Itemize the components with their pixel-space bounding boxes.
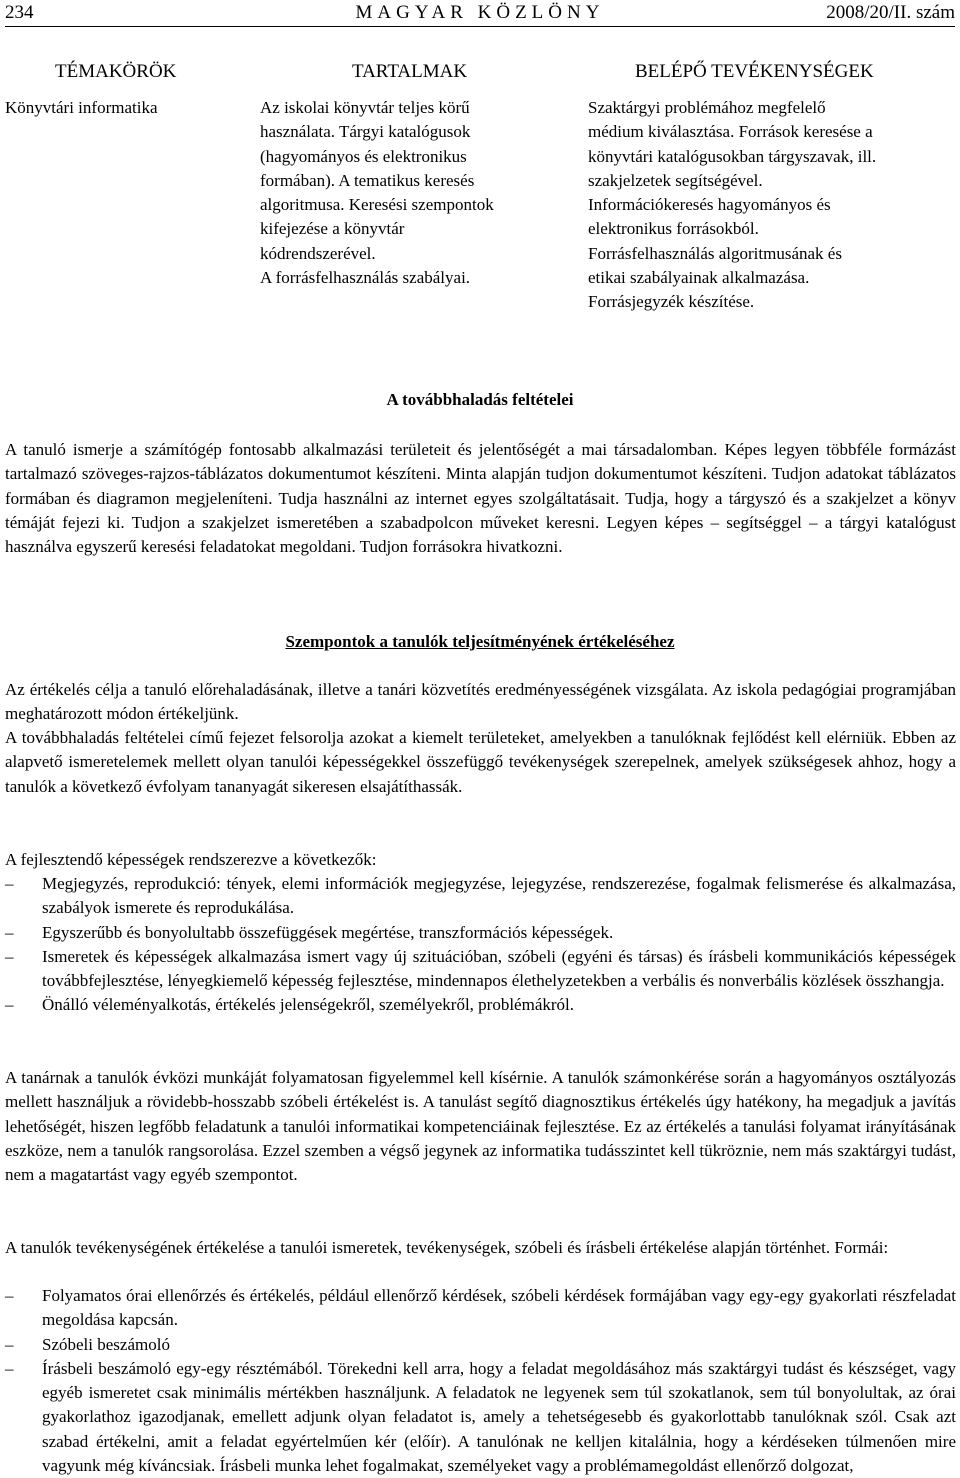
dash-bullet-icon: – — [5, 922, 14, 942]
list-item: – Önálló véleményalkotás, értékelés jelenségekről, személyekről, problémákról. — [5, 993, 956, 1017]
list-item: – Egyszerűbb és bonyolultabb összefüggések megértése, transzformációs képességek. — [5, 921, 956, 945]
topic-cell: Könyvtári informatika — [5, 98, 158, 117]
content-line: A forrásfelhasználás szabályai. — [260, 268, 471, 288]
activity-line: Forrásjegyzék készítése. — [588, 292, 755, 312]
advancement-text: A tanuló ismerje a számítógép fontosabb alkalmazási területeit és jelentőségét a mai társadalomban. Képes legyen többféle formázást tartalmazó szöveges-rajzos-táblázatos dokumentumot készíteni. Minta alapján tudjon dokumentumot készíteni. Tudjon adatokat táblázatos formában és diagramon megjeleníteni. Tudja használni az internet egyes szolgáltatásait. Tudja, hogy a tárgyszó és a szakjelzet a könyv témáját fejezi ki. Tudjon a szakjelzet ismeretében a szabadpolcon műveket keresni. Legyen képes – segítséggel – a tárgyi katalógust használva egyszerű keresési feladatokat megoldani. Tudjon forrásokra hivatkozni. — [5, 440, 956, 557]
column-header-topics: TÉMAKÖRÖK — [55, 61, 177, 82]
advancement-heading: A továbbhaladás feltételei — [386, 390, 574, 409]
content-line: (hagyományos és elektronikus — [260, 146, 467, 166]
activity-line: könyvtári katalógusokban tárgyszavak, ill. — [588, 146, 877, 166]
content-line: Az iskolai könyvtár teljes körű — [260, 98, 470, 117]
dash-bullet-icon: – — [5, 874, 14, 893]
page-header — [5, 0, 955, 27]
content-line: kódrendszerével. — [260, 243, 376, 263]
list-item: – Szóbeli beszámoló — [5, 1333, 956, 1357]
content-line: kifejezése a könyvtár — [260, 219, 405, 239]
dash-bullet-icon: – — [5, 995, 14, 1015]
activity-line: etikai szabályainak alkalmazása. — [588, 268, 810, 288]
content-line: formában). A tematikus keresés — [260, 170, 475, 190]
forms-list — [5, 1284, 956, 1478]
publication-title: MAGYAR KÖZLÖNY — [355, 2, 605, 23]
activity-line: Forrásfelhasználás algoritmusának és — [588, 243, 842, 263]
dash-bullet-icon: – — [5, 946, 14, 966]
dash-bullet-icon: – — [5, 1334, 14, 1354]
activity-line: elektronikus forrásokból. — [588, 219, 759, 239]
column-header-activities: BELÉPŐ TEVÉKENYSÉGEK — [635, 61, 874, 82]
list-item: – Ismeretek és képességek alkalmazása ismert vagy új szituációban, szóbeli (egyéni és társas) és írásbeli kommunikációs képességek továbbfejlesztése, lényegkiemelő képesség fejlesztése, mindennapos élethelyzetekben a verbális és nonverbális közlések összhangja. — [5, 946, 956, 991]
topic-column — [5, 96, 245, 120]
activity-line: médium kiválasztása. Források keresése a — [588, 122, 873, 142]
dash-bullet-icon: – — [5, 1286, 14, 1305]
column-header-content: TARTALMAK — [352, 61, 468, 82]
page-number: 234 — [5, 2, 34, 23]
content-line: használata. Tárgyi katalógusok — [260, 122, 471, 142]
evaluation-para-3: A tanárnak a tanulók évközi munkáját folyamatosan figyelemmel kell kísérnie. A tanulók számonkérése során a hagyományos osztályozás mellett használjuk a rövidebb-hosszabb szóbeli értékelést is. A tanulást segítő diagnosztikus értékelés úgy hatékony, ha megadjuk a javítás lehetőségét, hiszen legfőbb feladatunk a tanulói informatikai kompetenciáinak fejlesztése. Ez az értékelés a tanulási folyamat irányításának eszköze, nem a tanulók rangsorolása. Ezzel szemben a végső jegynek az informatika tudásszintet kell tükröznie, nem más szaktárgyi tudást, nem a magatartást vagy egyéb szempontot. — [5, 1068, 956, 1185]
content-column — [260, 96, 560, 290]
activity-line: Szaktárgyi problémához megfelelő — [588, 98, 826, 117]
skills-list — [5, 872, 956, 1018]
skills-intro: A fejlesztendő képességek rendszerezve a következők: — [5, 850, 377, 869]
list-item: – Megjegyzés, reprodukció: tények, elemi információk megjegyzése, lejegyzése, rendszerezése, fogalmak felismerése és alkalmazása, szabályok ismerete és reprodukálása. — [5, 874, 956, 918]
dash-bullet-icon: – — [5, 1358, 14, 1378]
evaluation-para-4: A tanulók tevékenységének értékelése a tanulói ismeretek, tevékenységek, szóbeli és írásbeli értékelése alapján történhet. Formái: — [5, 1238, 889, 1257]
list-item: – Írásbeli beszámoló egy-egy résztémából. Törekedni kell arra, hogy a feladat megoldásához más szaktárgyi tudást és készséget, vagy egyéb ismeretet csak minimális mértékben használjunk. A feladatok ne legyenek sem túl szokatlanok, sem túl bonyolultak, az órai gyakorlathoz igazodjanak, emellett adjunk olyan feladatot is, amely a tehetségesebb és gyakorlottabb tanulóknak szól. Csak azt szabad értékelni, amit a feladat egyértelműen kér (előír). A tanulónak ne kelljen kitalálnia, hogy a kérdéseken túlmenően mire vagyunk még kíváncsiak. Írásbeli munka lehet fogalmakat, személyeket vagy a problémamegoldást ellenőrző dolgozat, — [5, 1358, 956, 1476]
content-line: algoritmusa. Keresési szempontok — [260, 195, 494, 215]
evaluation-para-2: A továbbhaladás feltételei című fejezet felsorolja azokat a kiemelt területeket, amelyekben a tanulóknak fejlődést kell elérniük. Ebben az alapvető ismeretelemek mellett olyan tanulói képességekkel összefüggő tevékenységek szerepelnek, amelyek szükségesek ahhoz, hogy a tanulók a következő évfolyam tananyagát sikeresen elsajátíthassák. — [5, 728, 956, 796]
evaluation-para-1: Az értékelés célja a tanuló előrehaladásának, illetve a tanári közvetítés eredményességének vizsgálata. Az iskola pedagógiai programjában meghatározott módon értékeljünk. — [5, 680, 956, 724]
activities-column — [588, 96, 958, 315]
list-item: – Folyamatos órai ellenőrzés és értékelés, például ellenőrző kérdések, szóbeli kérdések formájában vagy egy-egy gyakorlati részfeladat megoldása kapcsán. — [5, 1286, 956, 1330]
issue-number: 2008/20/II. szám — [826, 2, 955, 23]
activity-line: szakjelzetek segítségével. — [588, 170, 763, 190]
activity-line: Információkeresés hagyományos és — [588, 195, 831, 215]
evaluation-heading: Szempontok a tanulók teljesítményének értékeléséhez — [285, 632, 675, 651]
